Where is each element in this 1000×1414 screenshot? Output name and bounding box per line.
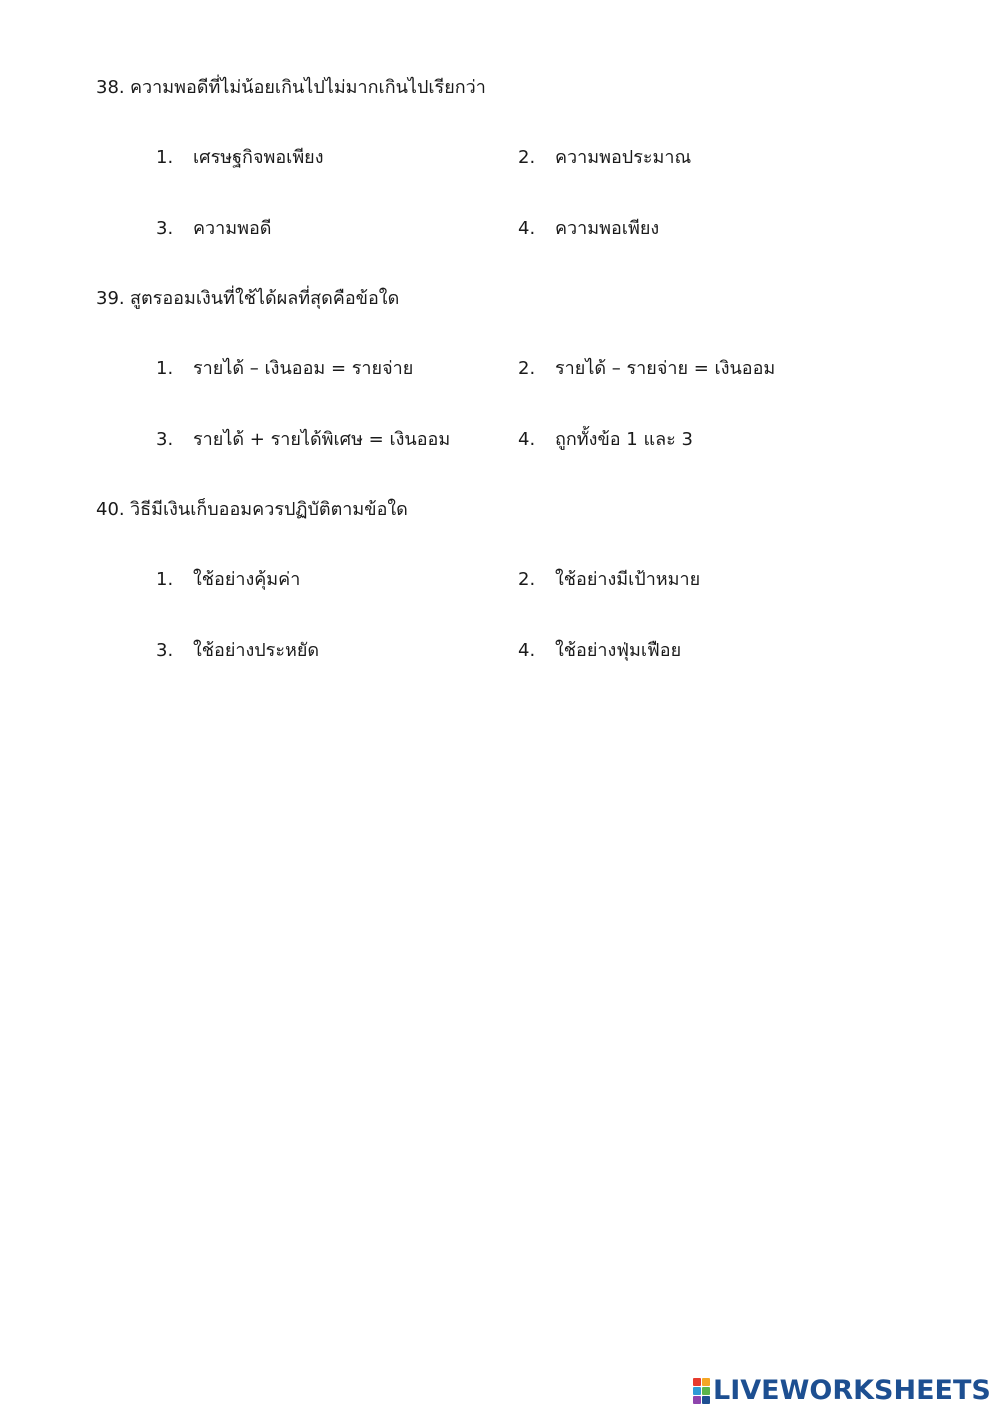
option-38-1[interactable] bbox=[156, 146, 324, 170]
option-text: ความพอเพียง bbox=[555, 218, 660, 239]
option-number: 1. bbox=[156, 569, 174, 590]
question-text: ความพอดีที่ไม่น้อยเกินไปไม่มากเกินไปเรียกว่า bbox=[130, 77, 486, 98]
option-number: 3. bbox=[156, 640, 174, 661]
option-text: ใช้อย่างประหยัด bbox=[193, 640, 320, 661]
logo-tile bbox=[702, 1387, 710, 1395]
option-text: ความพอดี bbox=[193, 218, 272, 239]
logo-tile bbox=[693, 1378, 701, 1386]
option-39-1[interactable] bbox=[156, 357, 413, 381]
logo-tile bbox=[693, 1396, 701, 1404]
logo-tile bbox=[702, 1396, 710, 1404]
question-number: 39. bbox=[96, 288, 125, 309]
logo-tile bbox=[693, 1387, 701, 1395]
option-text: เศรษฐกิจพอเพียง bbox=[193, 147, 324, 168]
option-text: ใช้อย่างมีเป้าหมาย bbox=[555, 569, 701, 590]
option-number: 2. bbox=[518, 147, 536, 168]
option-number: 1. bbox=[156, 358, 174, 379]
option-text: ความพอประมาณ bbox=[555, 147, 692, 168]
option-40-2[interactable] bbox=[518, 568, 700, 592]
option-text: รายได้ – รายจ่าย = เงินออม bbox=[555, 358, 776, 379]
option-text: รายได้ + รายได้พิเศษ = เงินออม bbox=[193, 429, 451, 450]
option-39-3[interactable] bbox=[156, 428, 450, 452]
option-number: 3. bbox=[156, 218, 174, 239]
option-number: 1. bbox=[156, 147, 174, 168]
question-39 bbox=[96, 287, 399, 311]
option-text: ใช้อย่างคุ้มค่า bbox=[193, 569, 301, 590]
option-38-2[interactable] bbox=[518, 146, 691, 170]
question-38 bbox=[96, 76, 486, 100]
option-38-4[interactable] bbox=[518, 217, 659, 241]
option-number: 4. bbox=[518, 429, 536, 450]
question-number: 40. bbox=[96, 499, 125, 520]
question-40 bbox=[96, 498, 408, 522]
option-40-1[interactable] bbox=[156, 568, 300, 592]
liveworksheets-logo-icon bbox=[693, 1378, 710, 1404]
option-40-3[interactable] bbox=[156, 639, 319, 663]
option-38-3[interactable] bbox=[156, 217, 272, 241]
option-number: 4. bbox=[518, 218, 536, 239]
question-text: สูตรออมเงินที่ใช้ได้ผลที่สุดคือข้อใด bbox=[130, 288, 400, 309]
option-text: ใช้อย่างฟุ่มเฟือย bbox=[555, 640, 682, 661]
option-number: 3. bbox=[156, 429, 174, 450]
question-number: 38. bbox=[96, 77, 125, 98]
option-40-4[interactable] bbox=[518, 639, 681, 663]
option-39-4[interactable] bbox=[518, 428, 693, 452]
option-number: 2. bbox=[518, 358, 536, 379]
option-text: รายได้ – เงินออม = รายจ่าย bbox=[193, 358, 414, 379]
option-39-2[interactable] bbox=[518, 357, 775, 381]
question-text: วิธีมีเงินเก็บออมควรปฏิบัติตามข้อใด bbox=[130, 499, 408, 520]
logo-tile bbox=[702, 1378, 710, 1386]
logo-text: LIVEWORKSHEETS bbox=[713, 1375, 991, 1406]
option-number: 2. bbox=[518, 569, 536, 590]
option-text: ถูกทั้งข้อ 1 และ 3 bbox=[555, 429, 693, 450]
option-number: 4. bbox=[518, 640, 536, 661]
liveworksheets-logo[interactable] bbox=[693, 1376, 991, 1406]
